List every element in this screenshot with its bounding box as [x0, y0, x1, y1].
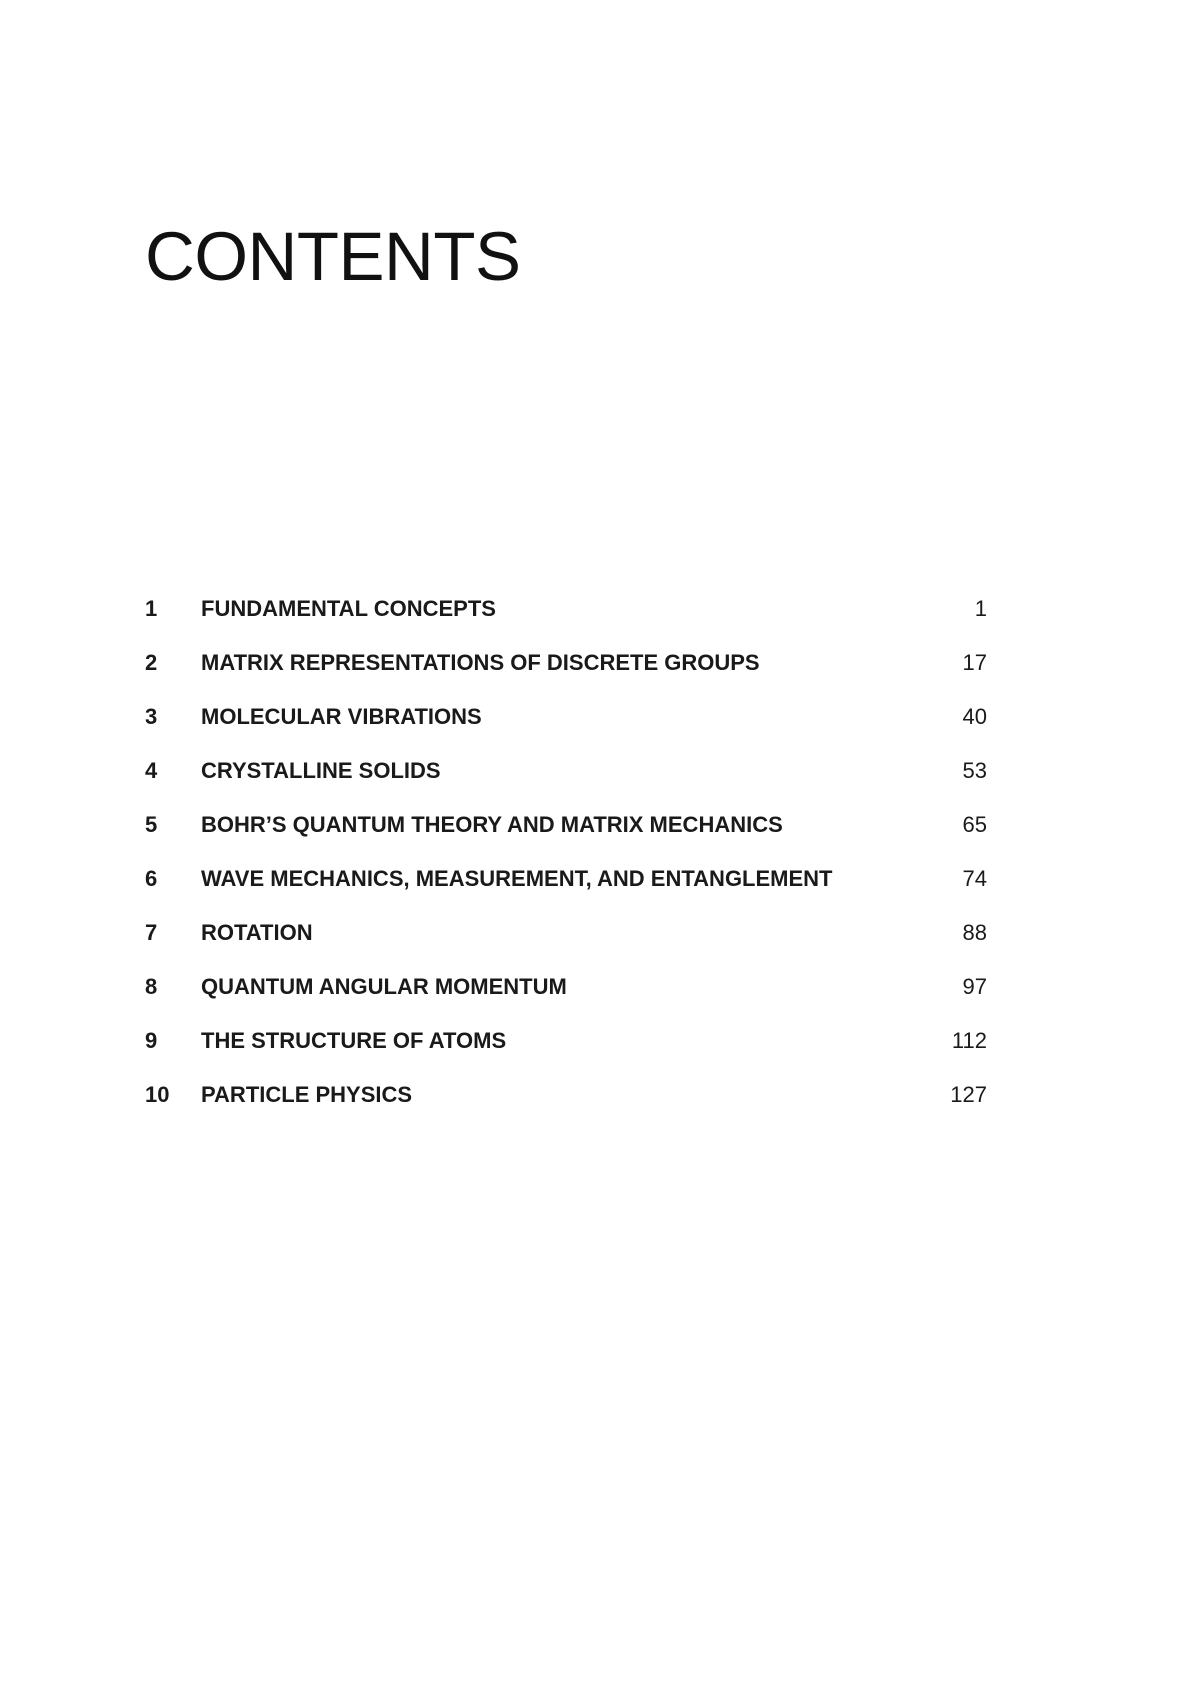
chapter-title: PARTICLE PHYSICS — [201, 1082, 413, 1107]
chapter-title: WAVE MECHANICS, MEASUREMENT, AND ENTANGLEMENT — [201, 866, 833, 891]
page-number: 17 — [962, 650, 987, 675]
page-number: 74 — [962, 866, 987, 891]
page-number: 1 — [974, 596, 987, 621]
chapter-title: ROTATION — [201, 920, 313, 945]
toc-entry[interactable] — [145, 974, 987, 1028]
page-number: 53 — [962, 758, 987, 783]
page-number: 65 — [962, 812, 987, 837]
chapter-number: 9 — [145, 1028, 158, 1053]
chapter-number: 5 — [145, 812, 158, 837]
chapter-number: 3 — [145, 704, 158, 729]
chapter-number: 8 — [145, 974, 158, 999]
table-of-contents — [145, 596, 987, 1136]
toc-entry[interactable] — [145, 1028, 987, 1082]
chapter-number: 4 — [145, 758, 158, 783]
page-number: 112 — [951, 1028, 987, 1053]
toc-entry[interactable] — [145, 596, 987, 650]
toc-entry[interactable] — [145, 758, 987, 812]
chapter-number: 1 — [145, 596, 158, 621]
chapter-title: THE STRUCTURE OF ATOMS — [201, 1028, 507, 1053]
chapter-title: QUANTUM ANGULAR MOMENTUM — [201, 974, 567, 999]
toc-entry[interactable] — [145, 704, 987, 758]
page-number: 40 — [962, 704, 987, 729]
toc-entry[interactable] — [145, 1082, 987, 1136]
toc-entry[interactable] — [145, 920, 987, 974]
chapter-number: 2 — [145, 650, 158, 675]
chapter-number: 6 — [145, 866, 158, 891]
chapter-title: BOHR’S QUANTUM THEORY AND MATRIX MECHANICS — [201, 812, 783, 837]
toc-entry[interactable] — [145, 866, 987, 920]
page-number: 127 — [950, 1082, 987, 1107]
toc-entry[interactable] — [145, 812, 987, 866]
chapter-number: 10 — [145, 1082, 170, 1107]
chapter-number: 7 — [145, 920, 158, 945]
page-title: CONTENTS — [145, 218, 521, 295]
chapter-title: MATRIX REPRESENTATIONS OF DISCRETE GROUPS — [201, 650, 760, 675]
chapter-title: MOLECULAR VIBRATIONS — [201, 704, 482, 729]
chapter-title: FUNDAMENTAL CONCEPTS — [201, 596, 496, 621]
chapter-title: CRYSTALLINE SOLIDS — [201, 758, 441, 783]
toc-entry[interactable] — [145, 650, 987, 704]
page-number: 97 — [962, 974, 987, 999]
page-number: 88 — [962, 920, 987, 945]
